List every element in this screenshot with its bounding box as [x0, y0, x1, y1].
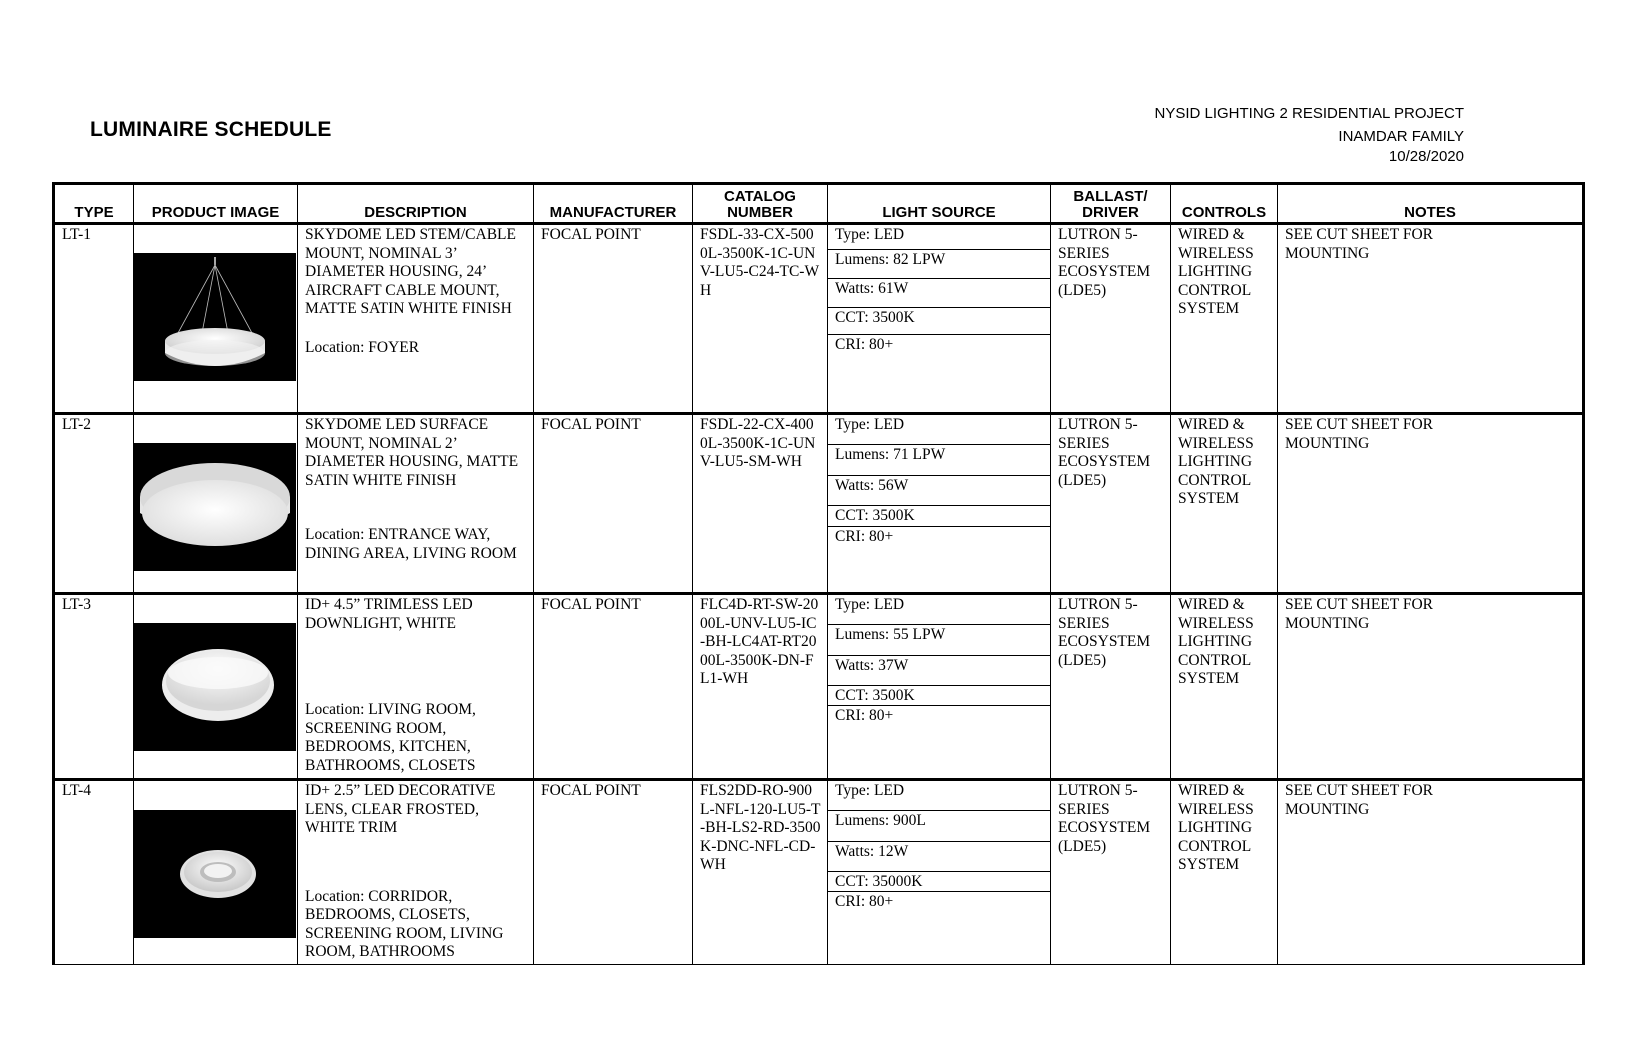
catalog-cell: FLS2DD-RO-900L-NFL-120-LU5-T-BH-LS2-RD-3500K-DNC-NFL-CD-WH — [693, 780, 828, 965]
location-text: Location: CORRIDOR, BEDROOMS, CLOSETS, SCREENING ROOM, LIVING ROOM, BATHROOMS — [305, 887, 504, 960]
catalog-cell: FSDL-22-CX-4000L-3500K-1C-UNV-LU5-SM-WH — [693, 414, 828, 594]
description-cell — [298, 224, 534, 414]
source-cct: CCT: 3500K — [828, 686, 1050, 706]
location-text: Location: ENTRANCE WAY, DINING AREA, LIVING ROOM — [305, 526, 517, 562]
col-light-source: LIGHT SOURCE — [828, 184, 1051, 224]
page-title: LUMINAIRE SCHEDULE — [90, 118, 332, 141]
pendant-light-icon — [134, 253, 296, 381]
type-cell: LT-3 — [54, 594, 134, 780]
project-info — [1155, 102, 1465, 165]
header-row — [54, 184, 1584, 224]
col-product-image: PRODUCT IMAGE — [134, 184, 298, 224]
manufacturer-cell: FOCAL POINT — [534, 594, 693, 780]
type-cell: LT-1 — [54, 224, 134, 414]
description-cell — [298, 594, 534, 780]
description-cell — [298, 780, 534, 965]
description-text: SKYDOME LED STEM/CABLE MOUNT, NOMINAL 3’ DIAMETER HOUSING, 24’ AIRCRAFT CABLE MOUNT, MATTE SATIN WHITE FINISH — [305, 226, 516, 317]
notes-cell: SEE CUT SHEET FOR MOUNTING — [1278, 224, 1584, 414]
source-watts: Watts: 37W — [828, 656, 1050, 686]
light-source-cell — [828, 414, 1051, 594]
notes-cell: SEE CUT SHEET FOR MOUNTING — [1278, 780, 1584, 965]
source-lumens: Lumens: 55 LPW — [828, 625, 1050, 656]
source-cct: CCT: 3500K — [828, 506, 1050, 527]
col-manufacturer: MANUFACTURER — [534, 184, 693, 224]
description-text: ID+ 2.5” LED DECORATIVE LENS, CLEAR FROSTED, WHITE TRIM — [305, 782, 496, 836]
source-cri: CRI: 80+ — [835, 336, 894, 353]
source-cri: CRI: 80+ — [835, 707, 894, 724]
decorative-downlight-icon — [134, 810, 296, 938]
source-type: Type: LED — [828, 595, 1050, 625]
notes-cell: SEE CUT SHEET FOR MOUNTING — [1278, 594, 1584, 780]
ballast-cell: LUTRON 5-SERIES ECOSYSTEM (LDE5) — [1051, 224, 1171, 414]
source-watts: Watts: 61W — [828, 279, 1050, 308]
col-controls: CONTROLS — [1171, 184, 1278, 224]
table-row — [54, 414, 1584, 594]
product-image-cell — [134, 414, 298, 594]
catalog-cell: FSDL-33-CX-5000L-3500K-1C-UNV-LU5-C24-TC-WH — [693, 224, 828, 414]
product-image-cell — [134, 224, 298, 414]
table-row — [54, 594, 1584, 780]
controls-cell: WIRED & WIRELESS LIGHTING CONTROL SYSTEM — [1171, 224, 1278, 414]
controls-cell: WIRED & WIRELESS LIGHTING CONTROL SYSTEM — [1171, 594, 1278, 780]
manufacturer-cell: FOCAL POINT — [534, 224, 693, 414]
table-row — [54, 224, 1584, 414]
source-cri: CRI: 80+ — [835, 528, 894, 545]
ballast-cell: LUTRON 5-SERIES ECOSYSTEM (LDE5) — [1051, 594, 1171, 780]
manufacturer-cell: FOCAL POINT — [534, 780, 693, 965]
col-catalog-number: CATALOG NUMBER — [693, 184, 828, 224]
source-type: Type: LED — [828, 415, 1050, 445]
type-cell: LT-4 — [54, 780, 134, 965]
trimless-downlight-icon — [134, 623, 296, 751]
luminaire-schedule-table — [52, 182, 1585, 965]
controls-cell: WIRED & WIRELESS LIGHTING CONTROL SYSTEM — [1171, 414, 1278, 594]
source-cct: CCT: 35000K — [828, 872, 1050, 892]
description-cell — [298, 414, 534, 594]
project-name: NYSID LIGHTING 2 RESIDENTIAL PROJECT — [1154, 105, 1464, 122]
client-name: INAMDAR FAMILY — [1338, 128, 1464, 145]
product-image-cell — [134, 594, 298, 780]
ballast-cell: LUTRON 5-SERIES ECOSYSTEM (LDE5) — [1051, 780, 1171, 965]
col-type: TYPE — [54, 184, 134, 224]
light-source-cell — [828, 780, 1051, 965]
notes-cell: SEE CUT SHEET FOR MOUNTING — [1278, 414, 1584, 594]
controls-cell: WIRED & WIRELESS LIGHTING CONTROL SYSTEM — [1171, 780, 1278, 965]
manufacturer-cell: FOCAL POINT — [534, 414, 693, 594]
source-type: Type: LED — [828, 225, 1050, 250]
source-lumens: Lumens: 71 LPW — [828, 445, 1050, 476]
location-text: Location: LIVING ROOM, SCREENING ROOM, BEDROOMS, KITCHEN, BATHROOMS, CLOSETS — [305, 701, 476, 774]
col-ballast-driver: BALLAST/ DRIVER — [1051, 184, 1171, 224]
description-text: ID+ 4.5” TRIMLESS LED DOWNLIGHT, WHITE — [305, 596, 473, 632]
col-description: DESCRIPTION — [298, 184, 534, 224]
surface-mount-light-icon — [134, 443, 296, 571]
source-cct: CCT: 3500K — [828, 308, 1050, 335]
product-image-cell — [134, 780, 298, 965]
light-source-cell — [828, 224, 1051, 414]
source-type: Type: LED — [828, 781, 1050, 811]
source-watts: Watts: 12W — [828, 842, 1050, 872]
schedule-date: 10/28/2020 — [1388, 148, 1464, 165]
source-cri: CRI: 80+ — [835, 893, 894, 910]
source-watts: Watts: 56W — [828, 476, 1050, 506]
location-text: Location: FOYER — [305, 338, 420, 356]
table-row — [54, 780, 1584, 965]
source-lumens: Lumens: 82 LPW — [828, 250, 1050, 279]
ballast-cell: LUTRON 5-SERIES ECOSYSTEM (LDE5) — [1051, 414, 1171, 594]
catalog-cell: FLC4D-RT-SW-2000L-UNV-LU5-IC-BH-LC4AT-RT2000L-3500K-DN-FL1-WH — [693, 594, 828, 780]
type-cell: LT-2 — [54, 414, 134, 594]
source-lumens: Lumens: 900L — [828, 811, 1050, 842]
col-notes: NOTES — [1278, 184, 1584, 224]
description-text: SKYDOME LED SURFACE MOUNT, NOMINAL 2’ DIAMETER HOUSING, MATTE SATIN WHITE FINISH — [305, 416, 519, 489]
light-source-cell — [828, 594, 1051, 780]
